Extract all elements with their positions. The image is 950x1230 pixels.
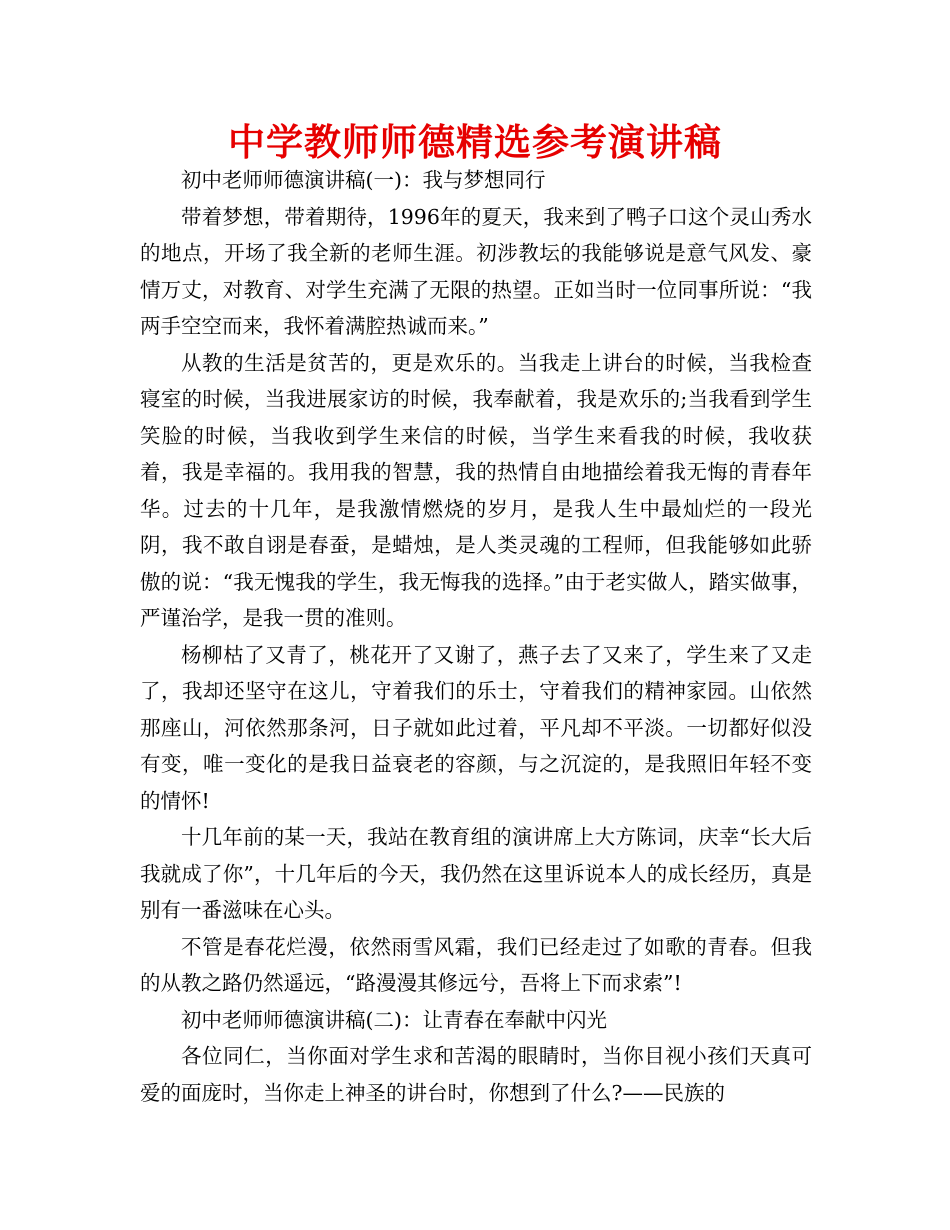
section-heading: 初中老师师德演讲稿(二)：让青春在奉献中闪光 [181,1007,607,1032]
document-title: 中学教师师德精选参考演讲稿 [228,121,722,164]
document-body [140,162,812,1111]
body-paragraph: 不管是春花烂漫，依然雨雪风霜，我们已经走过了如歌的青春。但我的从教之路仍然遥远，“路漫漫其修远兮，吾将上下而求索”! [140,934,812,995]
body-paragraph: 各位同仁，当你面对学生求和苦渴的眼睛时，当你目视小孩们天真可爱的面庞时，当你走上神圣的讲台时，你想到了什么?——民族的 [140,1044,812,1105]
body-paragraph: 带着梦想，带着期待，1996年的夏天，我来到了鸭子口这个灵山秀水的地点，开场了我全新的老师生涯。初涉教坛的我能够说是意气风发、豪情万丈，对教育、对学生充满了无限的热望。正如当时一位同事所说：“我两手空空而来，我怀着满腔热诚而来。” [140,204,812,338]
body-paragraph: 从教的生活是贫苦的，更是欢乐的。当我走上讲台的时候，当我检查寝室的时候，当我进展家访的时候，我奉献着，我是欢乐的;当我看到学生笑脸的时候，当我收到学生来信的时候，当学生来看我的时候，我收获着，我是幸福的。我用我的智慧，我的热情自由地描绘着我无悔的青春年华。过去的十几年，是我激情燃烧的岁月，是我人生中最灿烂的一段光阴，我不敢自诩是春蚕，是蜡烛，是人类灵魂的工程师，但我能够如此骄傲的说：“我无愧我的学生，我无悔我的选择。”由于老实做人，踏实做事，严谨治学，是我一贯的准则。 [140,350,812,630]
section-heading: 初中老师师德演讲稿(一)：我与梦想同行 [181,168,546,192]
body-paragraph: 杨柳枯了又青了，桃花开了又谢了，燕子去了又来了，学生来了又走了，我却还坚守在这儿，守着我们的乐士，守着我们的精神家园。山依然那座山，河依然那条河，日子就如此过着，平凡却不平淡。一切都好似没有变，唯一变化的是我日益衰老的容颜，与之沉淀的，是我照旧年轻不变的情怀! [140,642,812,813]
body-paragraph: 十几年前的某一天，我站在教育组的演讲席上大方陈词，庆幸“长大后我就成了你”，十几年后的今天，我仍然在这里诉说本人的成长经历，真是别有一番滋味在心头。 [140,825,812,922]
